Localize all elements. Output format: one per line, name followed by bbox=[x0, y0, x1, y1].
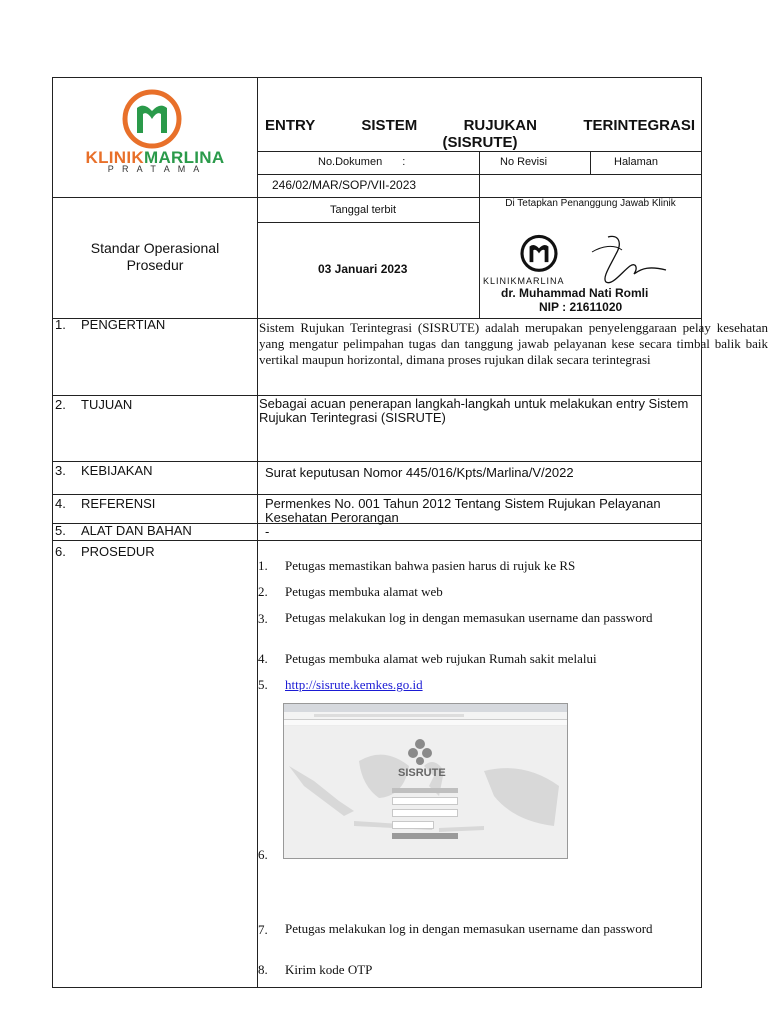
step-5: 5. http://sisrute.kemkes.go.id bbox=[258, 677, 423, 692]
password-field[interactable] bbox=[392, 809, 458, 817]
doctor-nip: NIP : 21611020 bbox=[539, 300, 623, 314]
step-6: 6. bbox=[258, 847, 268, 862]
table-border-right bbox=[701, 77, 702, 988]
login-button[interactable] bbox=[392, 833, 458, 839]
section-4-text: Permenkes No. 001 Tahun 2012 Tentang Sistem Rujukan Pelayanan Kesehatan Perorangan bbox=[265, 496, 661, 525]
sisrute-logo-icon bbox=[405, 736, 435, 766]
logo-brand-part1: KLINIK bbox=[85, 148, 144, 167]
logo-subtitle: P R A T A M A bbox=[107, 164, 203, 174]
header-divider-v2 bbox=[479, 151, 480, 318]
section-5-heading: 5. ALAT DAN BAHAN bbox=[55, 523, 192, 538]
section-6-heading: 6. PROSEDUR bbox=[55, 544, 155, 559]
sisrute-login-screenshot bbox=[283, 703, 568, 859]
doctor-name: dr. Muhammad Nati Romli bbox=[501, 286, 649, 300]
login-form bbox=[392, 788, 458, 836]
page-label: Halaman bbox=[614, 156, 659, 168]
clinic-stamp bbox=[483, 232, 578, 292]
document-title bbox=[265, 117, 695, 151]
sop-label: Standar Operasional Prosedur bbox=[90, 240, 220, 273]
doc-number-value: 246/02/MAR/SOP/VII-2023 bbox=[272, 178, 417, 192]
approval-label: Di Tetapkan Penanggung Jawab Klinik bbox=[505, 198, 676, 209]
step-2: 2. Petugas membuka alamat web bbox=[258, 584, 443, 599]
section-divider-2 bbox=[52, 461, 702, 462]
logo-emblem-icon bbox=[117, 89, 187, 151]
table-border-top bbox=[52, 77, 702, 78]
step-4: 4. Petugas membuka alamat web rujukan Rumah sakit melalui bbox=[258, 651, 597, 666]
table-border-left bbox=[52, 77, 53, 988]
step-7: 7. Petugas melakukan log in dengan memasukan username dan password bbox=[258, 921, 653, 937]
clinic-logo bbox=[75, 86, 235, 186]
table-border-bottom bbox=[52, 987, 702, 988]
username-field[interactable] bbox=[392, 797, 458, 805]
browser-bookmarks bbox=[284, 720, 567, 725]
header-divider-h5 bbox=[257, 222, 479, 223]
section-3-heading: 3. KEBIJAKAN bbox=[55, 463, 153, 478]
step-1: 1. Petugas memastikan bahwa pasien harus di rujuk ke RS bbox=[258, 558, 576, 573]
section-divider-5 bbox=[52, 540, 702, 541]
logo-brand-part2: MARLINA bbox=[143, 148, 225, 167]
section-5-text: - bbox=[265, 524, 270, 539]
sisrute-link[interactable]: http://sisrute.kemkes.go.id bbox=[285, 677, 423, 692]
stamp-text: KLINIKMARLINA bbox=[483, 276, 565, 286]
section-2-text: Sebagai acuan penerapan langkah-langkah untuk melakukan entry Sistem Rujukan Terintegrasi (SISRUTE) bbox=[259, 396, 689, 425]
login-form-header bbox=[392, 788, 458, 793]
document-title-line2: (SISRUTE) bbox=[442, 134, 518, 151]
document-title-line1: ENTRY SISTEM RUJUKAN TERINTEGRASI bbox=[265, 117, 695, 134]
step-3: 3. Petugas melakukan log in dengan memasukan username dan password bbox=[258, 610, 653, 626]
stamp-emblem-icon bbox=[517, 232, 561, 276]
section-3-text: Surat keputusan Nomor 445/016/Kpts/Marlina/V/2022 bbox=[265, 465, 574, 480]
step-8: 8. Kirim kode OTP bbox=[258, 962, 373, 977]
signature-icon bbox=[578, 232, 668, 292]
section-divider-3 bbox=[52, 494, 702, 495]
doc-number-label: No.Dokumen : bbox=[318, 156, 406, 168]
sisrute-app-name: SISRUTE bbox=[398, 767, 446, 779]
revision-label: No Revisi bbox=[500, 156, 548, 168]
section-1-text: Sistem Rujukan Terintegrasi (SISRUTE) adalah merupakan penyelenggaraan pelay kesehatan yang mengatur pelimpahan tugas dan tanggung jawab pelayanan kese secara timbal balik baik vertikal maupun horizontal, dimana proses rujukan dilak secara terintegrasi bbox=[259, 320, 768, 367]
date-label: Tanggal terbit bbox=[330, 204, 397, 216]
section-4-heading: 4. REFERENSI bbox=[55, 496, 156, 511]
header-divider-v3 bbox=[590, 151, 591, 174]
section-2-heading: 2. TUJUAN bbox=[55, 397, 133, 412]
date-value: 03 Januari 2023 bbox=[318, 262, 408, 276]
captcha-field[interactable] bbox=[392, 821, 434, 829]
browser-tabbar bbox=[284, 704, 567, 712]
browser-addressbar bbox=[284, 712, 567, 720]
section-1-heading: 1. PENGERTIAN bbox=[55, 317, 166, 332]
